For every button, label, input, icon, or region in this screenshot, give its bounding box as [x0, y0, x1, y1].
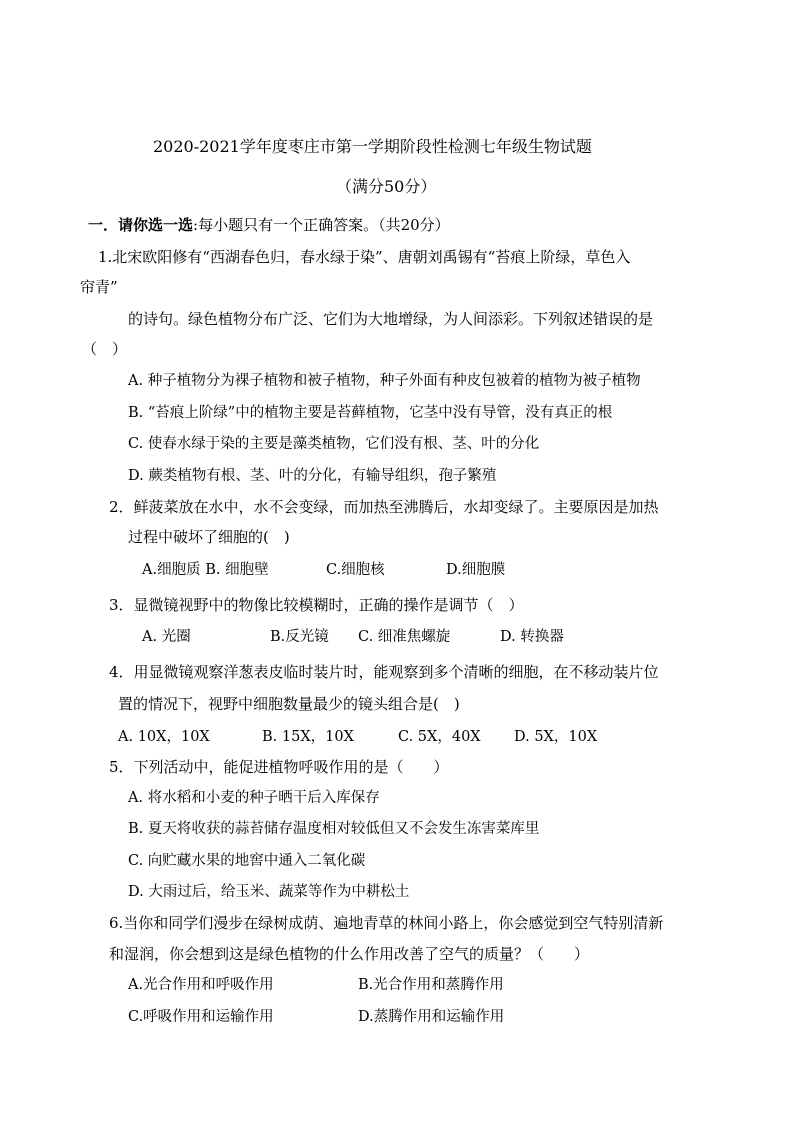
q2-option-c: C.细胞核: [326, 562, 385, 578]
q1-option-c: C. 使春水绿于染的主要是藻类植物，它们没有根、茎、叶的分化: [128, 436, 540, 452]
q3-line1: 3．显微镜视野中的物像比较模糊时，正确的操作是调节（ ）: [109, 596, 524, 614]
q3-option-b: B.反光镜: [270, 629, 329, 645]
q3-option-c: C. 细准焦螺旋: [358, 629, 451, 645]
q3-option-d: D. 转换器: [500, 629, 564, 645]
q4-option-c: C. 5X，40X: [398, 729, 481, 745]
section-heading: [88, 215, 450, 235]
q5-option-b: B. 夏天将收获的蒜苔储存温度相对较低但又不会发生冻害菜库里: [128, 821, 540, 837]
q5-option-a: A. 将水稻和小麦的种子晒干后入库保存: [128, 790, 380, 806]
q5-option-c: C. 向贮藏水果的地窖中通入二氧化碳: [128, 853, 366, 869]
exam-subtitle: （满分50分）: [336, 177, 437, 196]
q4-option-d: D. 5X，10X: [514, 729, 598, 745]
q2-line1: 2．鲜菠菜放在水中，水不会变绿，而加热至沸腾后，水却变绿了。主要原因是加热: [109, 498, 659, 516]
q5-option-d: D. 大雨过后，给玉米、蔬菜等作为中耕松土: [128, 884, 410, 900]
q1-line4: （ ）: [82, 340, 128, 358]
q1-option-a: A. 种子植物分为裸子植物和被子植物，种子外面有种皮包被着的植物为被子植物: [128, 373, 641, 389]
q6-option-c: C.呼吸作用和运输作用: [128, 1009, 274, 1025]
q4-option-b: B. 15X，10X: [262, 729, 354, 745]
exam-title: 2020-2021学年度枣庄市第一学期阶段性检测七年级生物试题: [153, 137, 592, 156]
q6-line2: 和湿润，你会想到这是绿色植物的什么作用改善了空气的质量？（ ）: [109, 945, 590, 963]
q1-line3: 的诗句。绿色植物分布广泛、它们为大地增绿，为人间添彩。下列叙述错误的是: [128, 310, 654, 328]
q1-line2: 帘青”: [80, 278, 118, 296]
q1-option-d: D. 蕨类植物有根、茎、叶的分化，有输导组织，孢子繁殖: [128, 468, 497, 484]
q2-line2: 过程中破坏了细胞的( ): [128, 528, 290, 546]
q4-line2: 置的情况下，视野中细胞数量最少的镜头组合是( ): [118, 695, 460, 713]
q6-option-a: A.光合作用和呼吸作用: [128, 977, 274, 993]
q2-option-ab: A.细胞质 B. 细胞壁: [142, 562, 269, 578]
q5-line1: 5．下列活动中，能促进植物呼吸作用的是（ ）: [109, 758, 449, 776]
q6-line1: 6.当你和同学们漫步在绿树成荫、遍地青草的林间小路上，你会感觉到空气特别清新: [109, 914, 664, 932]
q6-option-d: D.蒸腾作用和运输作用: [358, 1009, 505, 1025]
q1-line1: 1.北宋欧阳修有“西湖春色归，春水绿于染”、唐朝刘禹锡有“苔痕上阶绿，草色入: [98, 248, 631, 266]
q1-option-b: B. “苔痕上阶绿”中的植物主要是苔藓植物，它茎中没有导管，没有真正的根: [128, 405, 613, 421]
q2-option-d: D.细胞膜: [446, 562, 506, 578]
section-heading-rest: :每小题只有一个正确答案。（共20分）: [193, 216, 450, 234]
q4-option-a: A. 10X，10X: [118, 729, 210, 745]
q6-option-b: B.光合作用和蒸腾作用: [358, 977, 504, 993]
section-heading-bold: 一．请你选一选: [88, 216, 194, 234]
q4-line1: 4．用显微镜观察洋葱表皮临时装片时，能观察到多个清晰的细胞，在不移动装片位: [109, 663, 659, 681]
q3-option-a: A. 光圈: [142, 629, 191, 645]
